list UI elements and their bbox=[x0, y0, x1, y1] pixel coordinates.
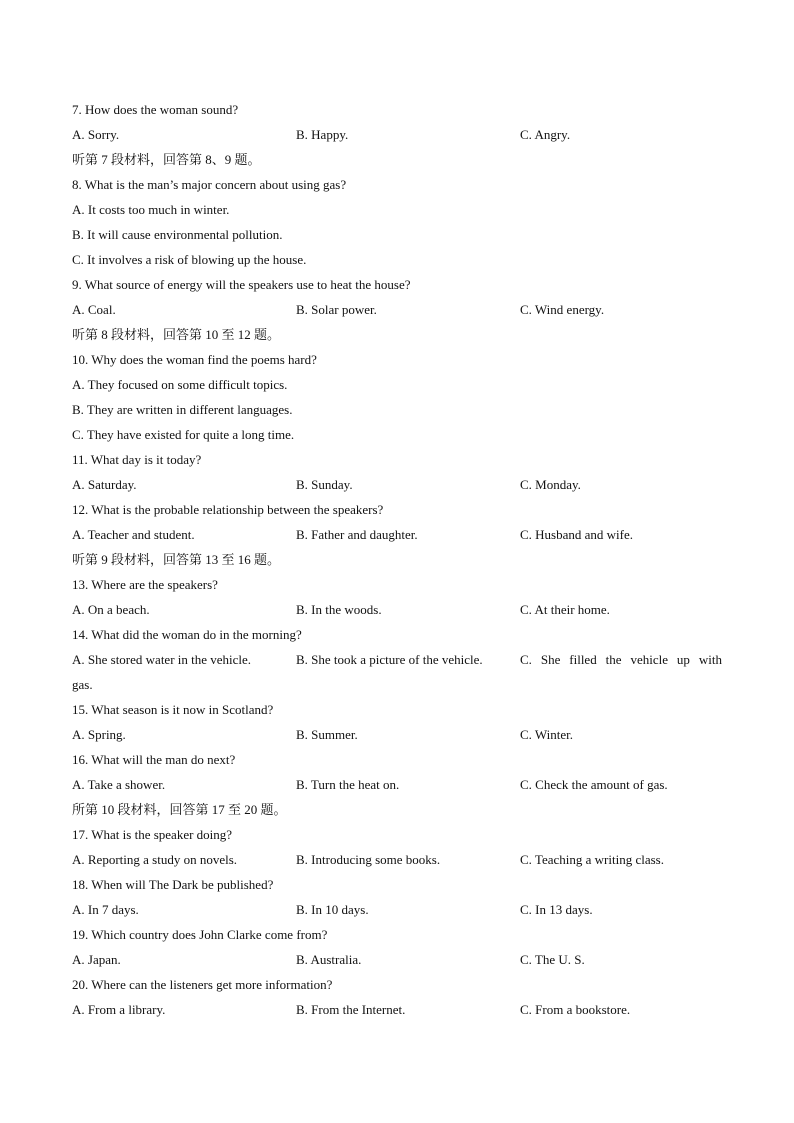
option-a: A. Sorry. bbox=[72, 127, 120, 142]
option-c-word: the bbox=[605, 652, 622, 667]
options-row bbox=[72, 997, 722, 1022]
option-c-word: C. bbox=[520, 652, 532, 667]
options-row bbox=[72, 722, 722, 747]
option-a: A. In 7 days. bbox=[72, 902, 139, 917]
question-line: 7. How does the woman sound? bbox=[72, 102, 239, 117]
question-line: 8. What is the man’s major concern about using gas? bbox=[72, 177, 347, 192]
question-line: B. It will cause environmental pollution. bbox=[72, 227, 283, 242]
option-c: C. Wind energy. bbox=[520, 302, 605, 317]
options-row bbox=[72, 297, 722, 322]
question-line: 20. Where can the listeners get more information? bbox=[72, 977, 333, 992]
question-line: A. It costs too much in winter. bbox=[72, 202, 230, 217]
question-line: 14. What did the woman do in the morning? bbox=[72, 627, 302, 642]
option-c bbox=[520, 647, 722, 672]
option-c: C. From a bookstore. bbox=[520, 1002, 631, 1017]
options-row bbox=[72, 597, 722, 622]
option-b: B. Turn the heat on. bbox=[296, 777, 400, 792]
question-line: 15. What season is it now in Scotland? bbox=[72, 702, 274, 717]
section-heading: 听第 9 段材料，回答第 13 至 16 题。 bbox=[72, 552, 281, 567]
option-c: C. Husband and wife. bbox=[520, 527, 634, 542]
option-a: A. Saturday. bbox=[72, 477, 137, 492]
question-line: 12. What is the probable relationship between the speakers? bbox=[72, 502, 384, 517]
question-line: C. They have existed for quite a long time. bbox=[72, 427, 295, 442]
option-a: A. On a beach. bbox=[72, 602, 150, 617]
section-heading: 听第 7 段材料，回答第 8、9 题。 bbox=[72, 152, 261, 167]
options-row bbox=[72, 847, 722, 872]
option-b: B. Australia. bbox=[296, 952, 362, 967]
option-c: C. Angry. bbox=[520, 127, 571, 142]
option-a: A. Spring. bbox=[72, 727, 126, 742]
option-b: B. Sunday. bbox=[296, 477, 353, 492]
option-a: A. Japan. bbox=[72, 952, 121, 967]
option-b: B. She took a picture of the vehicle. bbox=[296, 652, 483, 667]
option-a: A. Take a shower. bbox=[72, 777, 166, 792]
option-b: B. Summer. bbox=[296, 727, 358, 742]
option-b: B. Father and daughter. bbox=[296, 527, 418, 542]
question-line: 13. Where are the speakers? bbox=[72, 577, 218, 592]
option-b: B. Introducing some books. bbox=[296, 852, 441, 867]
option-b: B. In the woods. bbox=[296, 602, 382, 617]
option-a: A. Reporting a study on novels. bbox=[72, 852, 238, 867]
options-row bbox=[72, 647, 722, 672]
options-row bbox=[72, 772, 722, 797]
option-b: B. In 10 days. bbox=[296, 902, 369, 917]
option-a: A. From a library. bbox=[72, 1002, 166, 1017]
option-a: A. Teacher and student. bbox=[72, 527, 195, 542]
options-row bbox=[72, 947, 722, 972]
question-line: 11. What day is it today? bbox=[72, 452, 202, 467]
question-line: 9. What source of energy will the speakers use to heat the house? bbox=[72, 277, 411, 292]
options-row bbox=[72, 897, 722, 922]
options-row bbox=[72, 122, 722, 147]
option-b: B. Happy. bbox=[296, 127, 349, 142]
section-heading: 所第 10 段材料，回答第 17 至 20 题。 bbox=[72, 802, 287, 817]
exam-page bbox=[72, 97, 722, 1022]
question-line: 17. What is the speaker doing? bbox=[72, 827, 233, 842]
option-c-word: up bbox=[676, 652, 690, 667]
option-c: C. Teaching a writing class. bbox=[520, 852, 664, 867]
question-line: B. They are written in different languages. bbox=[72, 402, 293, 417]
option-c: C. Monday. bbox=[520, 477, 581, 492]
section-heading: 听第 8 段材料，回答第 10 至 12 题。 bbox=[72, 327, 281, 342]
question-line: C. It involves a risk of blowing up the house. bbox=[72, 252, 307, 267]
option-a: A. Coal. bbox=[72, 302, 116, 317]
option-c-word: She bbox=[540, 652, 561, 667]
option-c: C. Check the amount of gas. bbox=[520, 777, 668, 792]
question-line: 18. When will The Dark be published? bbox=[72, 877, 274, 892]
option-c: C. Winter. bbox=[520, 727, 574, 742]
option-c: C. At their home. bbox=[520, 602, 610, 617]
option-c-word: with bbox=[698, 652, 722, 667]
options-row bbox=[72, 472, 722, 497]
option-c-word: vehicle bbox=[630, 652, 668, 667]
question-line: gas. bbox=[72, 677, 93, 692]
question-line: 10. Why does the woman find the poems hard? bbox=[72, 352, 317, 367]
options-row bbox=[72, 522, 722, 547]
question-line: 19. Which country does John Clarke come from? bbox=[72, 927, 328, 942]
option-c: C. The U. S. bbox=[520, 952, 585, 967]
option-c: C. In 13 days. bbox=[520, 902, 593, 917]
option-b: B. From the Internet. bbox=[296, 1002, 406, 1017]
question-line: 16. What will the man do next? bbox=[72, 752, 236, 767]
option-c-word: filled bbox=[569, 652, 597, 667]
option-a: A. She stored water in the vehicle. bbox=[72, 652, 252, 667]
option-b: B. Solar power. bbox=[296, 302, 377, 317]
question-line: A. They focused on some difficult topics. bbox=[72, 377, 288, 392]
